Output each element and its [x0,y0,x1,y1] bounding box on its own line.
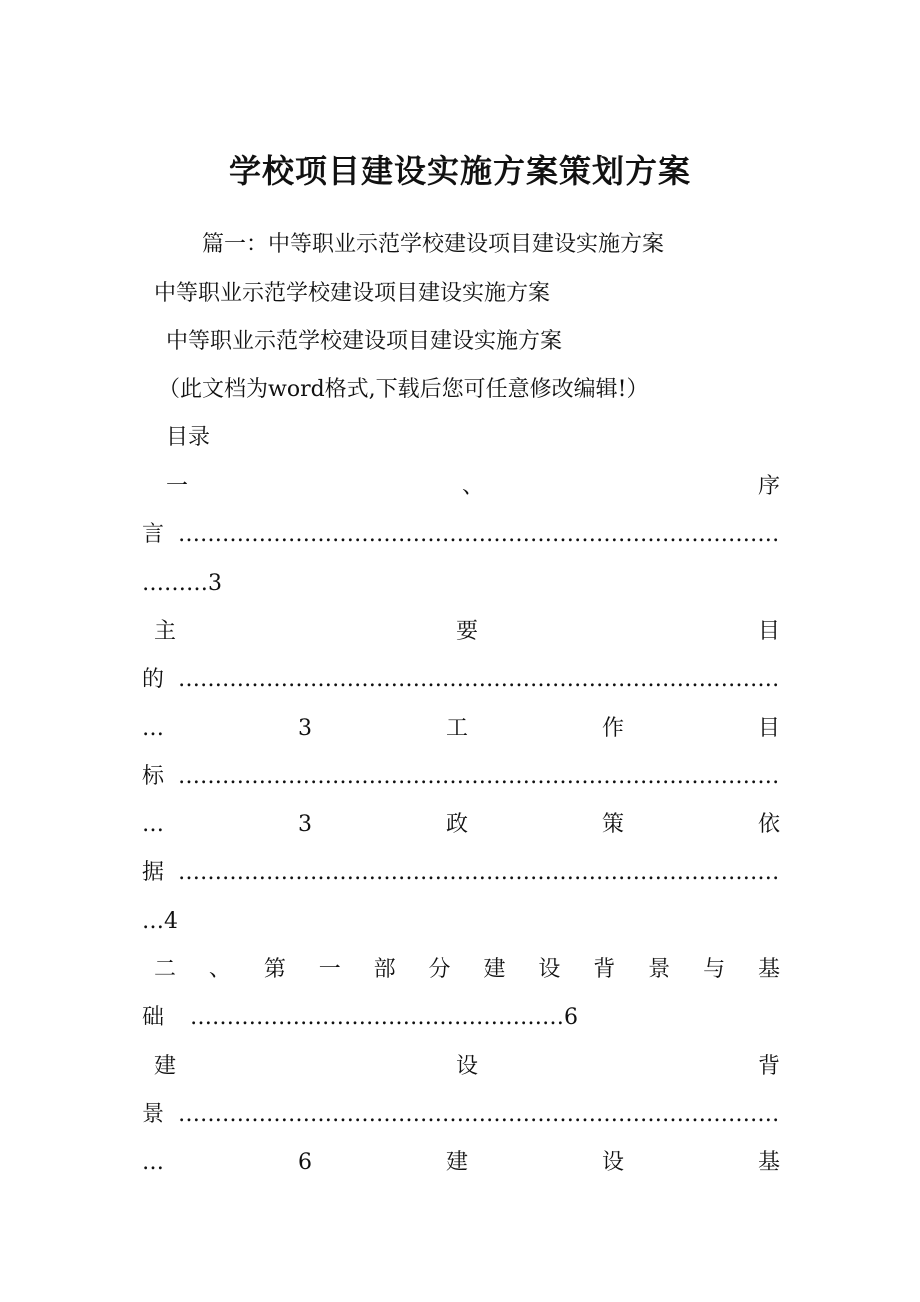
toc-char: 二 [154,957,177,982]
leader-dots [178,520,780,550]
chapter-heading: 篇一：中等职业示范学校建设项目建设实施方案 [202,232,665,257]
toc-leader-row [142,520,780,550]
toc-page-ref: ………3 [142,571,222,596]
toc-char: 要 [455,619,478,644]
toc-char: 3 [297,812,312,837]
toc-char: 背 [593,957,616,982]
toc-char: 基 [757,1150,780,1175]
subtitle-line: 中等职业示范学校建设项目建设实施方案 [154,281,551,306]
toc-char: 目 [757,716,780,741]
toc-char: 基 [757,957,780,982]
toc-char: 础 [142,1005,165,1030]
toc-leader-row [142,762,780,792]
toc-char: 据 [142,860,165,885]
toc-entry-part-one-row [154,955,780,985]
toc-entry-foundation-row [142,1148,780,1178]
toc-entry-policy-row [142,810,780,840]
toc-heading: 目录 [166,425,211,450]
toc-leader-row [142,858,780,888]
toc-char: 言 [142,522,165,547]
toc-char: 建 [445,1150,468,1175]
toc-entry-goal-row [142,714,780,744]
toc-char: 景 [142,1102,165,1127]
toc-char: 作 [601,716,624,741]
toc-char: … [142,812,164,837]
leader-dots: ……………………………………………6 [190,1005,579,1030]
toc-char: 、 [461,474,484,499]
toc-char: 分 [428,957,451,982]
toc-char: 建 [483,957,506,982]
leader-dots [178,858,780,888]
toc-char: 与 [703,957,726,982]
toc-leader-row [142,665,780,695]
toc-char: 标 [142,764,165,789]
toc-char: 的 [142,667,165,692]
toc-char: 工 [445,716,468,741]
toc-char: 一 [166,474,189,499]
document-title: 学校项目建设实施方案策划方案 [228,152,691,190]
toc-entry-background-row [154,1052,780,1082]
subtitle-line-repeat: 中等职业示范学校建设项目建设实施方案 [166,329,563,354]
toc-char: 主 [154,619,177,644]
toc-char: 目 [757,619,780,644]
toc-char: 部 [373,957,396,982]
toc-char: 第 [263,957,286,982]
toc-char: 设 [455,1054,478,1079]
leader-dots [178,665,780,695]
toc-char: 设 [601,1150,624,1175]
toc-entry-purpose-row [154,617,780,647]
toc-char: 一 [318,957,341,982]
toc-char: 序 [757,474,780,499]
toc-char: 背 [757,1054,780,1079]
toc-char: 3 [297,716,312,741]
toc-leader-row [142,1100,780,1130]
toc-char: 政 [445,812,468,837]
toc-char: 策 [601,812,624,837]
leader-dots [178,762,780,792]
toc-char: 设 [538,957,561,982]
toc-char: 6 [297,1150,312,1175]
toc-char: … [142,716,164,741]
toc-page-ref: …4 [142,909,178,934]
toc-char: 景 [648,957,671,982]
format-note: （此文档为word格式,下载后您可任意修改编辑!） [158,377,649,402]
toc-char: 、 [208,957,231,982]
toc-char: 建 [154,1054,177,1079]
toc-leader-row-short [142,1003,578,1033]
toc-entry-preface-row [166,472,780,502]
toc-char: … [142,1150,164,1175]
toc-char: 依 [757,812,780,837]
leader-dots [178,1100,780,1130]
